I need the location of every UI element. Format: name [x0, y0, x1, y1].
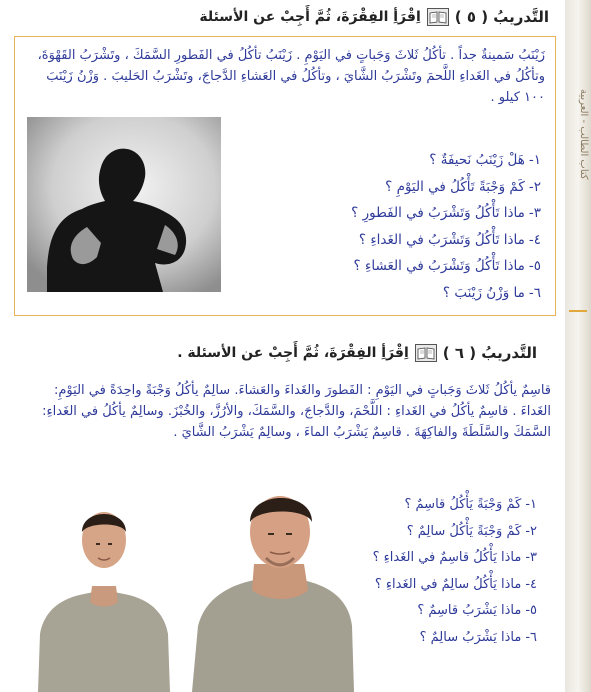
- list-item: ٢-كَمْ وَجْبَةً يَأْكُلُ سالِمٌ ؟: [406, 523, 537, 539]
- exercise6-questions: [317, 492, 537, 651]
- spine-divider: [569, 310, 587, 312]
- exercise5-paragraph: زَيْنَبُ سَمينةٌ جداً . تأكُلُ ثَلاثَ وَجَباتٍ في اليَوْمِ . زَيْنَبُ تأكُلُ في الفَطورِ السَّمَكَ ، وتَشْرَبُ القَهْوَةَ، وتأكُلُ في الغَداءِ اللَّحمَ وتَشْرَبُ الشَّايَ ، وتأكُلُ في العَشاءِ الدَّجاجَ، وتَشْرَبُ الحَليبَ . وَزْنُ زَيْنَبَ ١٠٠ كيلو .: [37, 48, 545, 105]
- exercise6-paragraph: قاسِمٌ يأكُلُ ثَلاثَ وَجَباتٍ في اليَوْمِ : الفَطورَ والغَداءَ والعَشاءَ. سالِمٌ يأكُلُ وَجْبَةً واحِدَةً في اليَوْمِ: الغَداءَ . قاسِمٌ يأكُلُ في الغَداءِ : اللَّحْمَ، والدَّجاجَ، والسَّمَكَ، والأرُزَّ، والخُبْزَ. وسالِمٌ يأكُلُ في الغَداءِ: السَّمَكَ والسَّلَطَةَ والفاكِهَةَ . قاسِمٌ يَشْرَبُ الماءَ ، وسالِمٌ يَشْرَبُ الشَّايَ .: [42, 383, 551, 440]
- list-item: ٥-ماذا يَشْرَبُ قاسِمٌ ؟: [417, 603, 537, 618]
- two-men-photo: [22, 494, 354, 692]
- list-item: ٤-ماذا يَأْكُلُ سالِمٌ في الغَداءِ ؟: [374, 576, 537, 592]
- exercise5-heading: [199, 8, 549, 26]
- book-reading-icon: [427, 8, 449, 26]
- list-item: ٢-كَمْ وَجْبَةً تَأْكُلُ في اليَوْمِ ؟: [385, 178, 541, 195]
- book-spine: [565, 0, 591, 692]
- list-item: ٣-ماذا تَأْكُلُ وَتَشْرَبُ في الفَطورِ ؟: [351, 205, 541, 221]
- exercise6-heading: [177, 344, 537, 362]
- list-item: ٥-ماذا تَأْكُلُ وَتَشْرَبُ في العَشاءِ ؟: [353, 258, 541, 274]
- exercise5-instruction: اِقْرَأِ الفِقْرَةَ، ثُمَّ أَجِبْ عن الأسئلة: [199, 9, 421, 25]
- book-reading-icon: [415, 344, 437, 362]
- list-item: ٣-ماذا يَأْكُلُ قاسِمٌ في الغَداءِ ؟: [372, 550, 537, 565]
- exercise5-box: [14, 36, 556, 316]
- list-item: ٤-ماذا تَأْكُلُ وَتَشْرَبُ في الغَداءِ ؟: [358, 231, 541, 248]
- exercise5-title: التَّدريبُ ( ٥ ): [454, 8, 549, 26]
- list-item: ١-كَمْ وَجْبَةً يَأْكُلُ قاسِمٌ ؟: [404, 497, 537, 512]
- exercise6-title: التَّدريبُ ( ٦ ): [442, 344, 537, 362]
- exercise6-instruction: اِقْرَأِ الفِقْرَةَ، ثُمَّ أَجِبْ عن الأسئلة .: [177, 345, 409, 361]
- spine-label: كتاب الطالب - العربية: [578, 89, 589, 180]
- woman-silhouette-photo: [27, 117, 221, 292]
- list-item: ٦-ما وَزْنُ زَيْنَبَ ؟: [442, 284, 541, 301]
- list-item: ٦-ماذا يَشْرَبُ سالِمٌ ؟: [419, 629, 537, 645]
- list-item: ١-هَلْ زَيْنَبُ نَحيفَةٌ ؟: [429, 152, 541, 168]
- exercise5-questions: [241, 147, 541, 306]
